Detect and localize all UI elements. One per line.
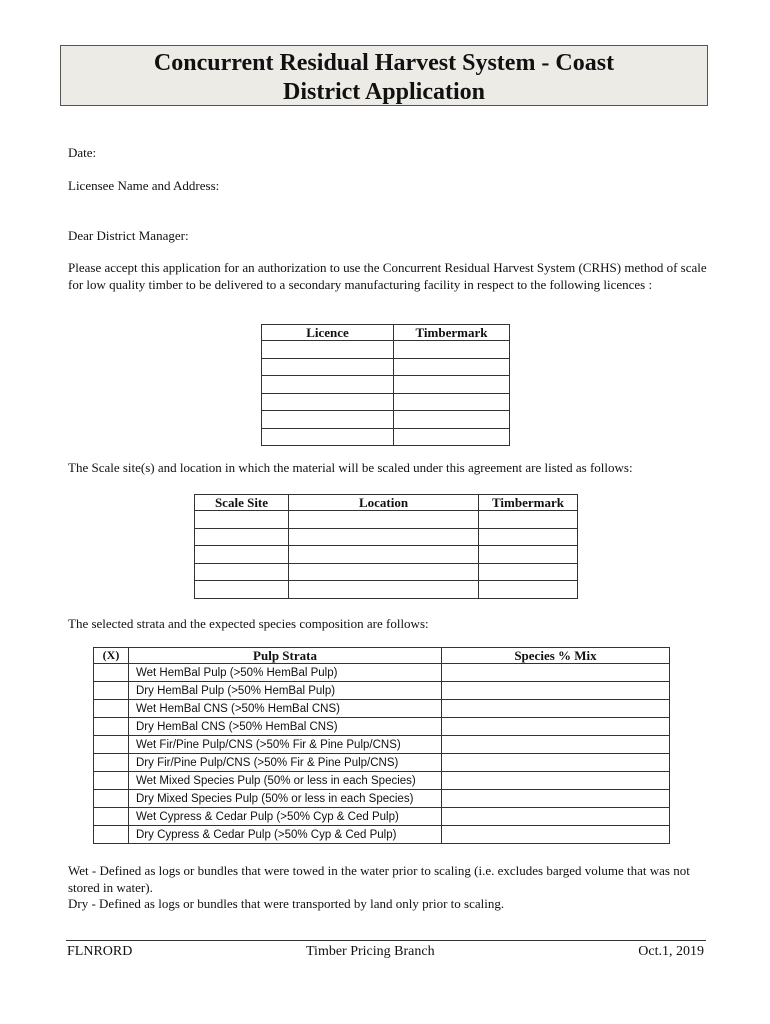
strata-table-body: [94, 664, 670, 844]
strata-label: Dry HemBal CNS (>50% HemBal CNS): [129, 718, 442, 736]
dry-definition: Dry - Defined as logs or bundles that were transported by land only prior to scaling.: [68, 896, 505, 911]
strata-row: [94, 664, 670, 682]
scale-site-cell[interactable]: [195, 563, 289, 581]
licence-cell[interactable]: [262, 428, 394, 446]
strata-select-cell[interactable]: [94, 754, 129, 772]
document-title: [60, 45, 708, 106]
scale-table-body: [195, 511, 578, 599]
licence-header: Licence: [262, 325, 394, 341]
strata-row: [94, 826, 670, 844]
footer-branch: Timber Pricing Branch: [306, 944, 435, 959]
scale-site-header: Scale Site: [195, 495, 289, 511]
strata-row: [94, 718, 670, 736]
pulp-strata-header: Pulp Strata: [129, 648, 442, 664]
scale-site-cell[interactable]: [195, 581, 289, 599]
strata-row: [94, 682, 670, 700]
species-mix-cell[interactable]: [442, 826, 670, 844]
timbermark-cell[interactable]: [394, 358, 510, 376]
salutation: Dear District Manager:: [68, 228, 189, 243]
species-mix-cell[interactable]: [442, 700, 670, 718]
species-mix-cell[interactable]: [442, 682, 670, 700]
strata-label: Dry Fir/Pine Pulp/CNS (>50% Fir & Pine Pulp/CNS): [129, 754, 442, 772]
species-mix-cell[interactable]: [442, 772, 670, 790]
species-mix-cell[interactable]: [442, 754, 670, 772]
strata-label: Wet HemBal CNS (>50% HemBal CNS): [129, 700, 442, 718]
strata-select-cell[interactable]: [94, 682, 129, 700]
scale-site-row: [195, 546, 578, 564]
licence-cell[interactable]: [262, 393, 394, 411]
species-mix-cell[interactable]: [442, 664, 670, 682]
licence-row: [262, 393, 510, 411]
scale-site-cell[interactable]: [195, 546, 289, 564]
intro-paragraph: Please accept this application for an authorization to use the Concurrent Residual Harvest System (CRHS) method of scale for low quality timber to be delivered to a secondary manufacturing facility in respect to the following licences :: [68, 260, 707, 292]
licence-table: [261, 324, 510, 446]
species-mix-header: Species % Mix: [442, 648, 670, 664]
location-cell[interactable]: [289, 528, 479, 546]
licence-table-body: [262, 341, 510, 446]
licence-cell[interactable]: [262, 358, 394, 376]
scale-site-cell[interactable]: [195, 528, 289, 546]
footer-agency: FLNRORD: [67, 944, 133, 959]
strata-select-cell[interactable]: [94, 718, 129, 736]
scale-timbermark-cell[interactable]: [479, 528, 578, 546]
timbermark-header: Timbermark: [394, 325, 510, 341]
scale-site-table: [194, 494, 578, 599]
strata-sentence: The selected strata and the expected species composition are follows:: [68, 616, 429, 631]
location-cell[interactable]: [289, 563, 479, 581]
scale-site-row: [195, 581, 578, 599]
select-column-header: (X): [94, 648, 129, 664]
scale-timbermark-cell[interactable]: [479, 511, 578, 529]
date-label: Date:: [68, 145, 97, 160]
licence-row: [262, 358, 510, 376]
timbermark-cell[interactable]: [394, 428, 510, 446]
strata-select-cell[interactable]: [94, 700, 129, 718]
strata-label: Wet Mixed Species Pulp (50% or less in each Species): [129, 772, 442, 790]
licensee-label: Licensee Name and Address:: [68, 178, 220, 193]
licence-row: [262, 376, 510, 394]
licence-row: [262, 341, 510, 359]
timbermark-cell[interactable]: [394, 393, 510, 411]
species-mix-cell[interactable]: [442, 808, 670, 826]
strata-label: Wet Fir/Pine Pulp/CNS (>50% Fir & Pine Pulp/CNS): [129, 736, 442, 754]
strata-select-cell[interactable]: [94, 790, 129, 808]
location-cell[interactable]: [289, 511, 479, 529]
timbermark-cell[interactable]: [394, 411, 510, 429]
strata-select-cell[interactable]: [94, 826, 129, 844]
strata-row: [94, 754, 670, 772]
strata-label: Wet HemBal Pulp (>50% HemBal Pulp): [129, 664, 442, 682]
strata-row: [94, 700, 670, 718]
scale-site-row: [195, 528, 578, 546]
licence-row: [262, 428, 510, 446]
strata-row: [94, 736, 670, 754]
strata-row: [94, 772, 670, 790]
footer-divider: [66, 940, 706, 941]
species-mix-cell[interactable]: [442, 790, 670, 808]
location-header: Location: [289, 495, 479, 511]
wet-definition: Wet - Defined as logs or bundles that were towed in the water prior to scaling (i.e. excludes barged volume that was not stored in water).: [68, 863, 690, 895]
title-line-1: Concurrent Residual Harvest System - Coast: [153, 50, 615, 76]
strata-select-cell[interactable]: [94, 808, 129, 826]
scale-timbermark-cell[interactable]: [479, 546, 578, 564]
scale-site-row: [195, 563, 578, 581]
strata-select-cell[interactable]: [94, 664, 129, 682]
scale-site-cell[interactable]: [195, 511, 289, 529]
strata-label: Dry Mixed Species Pulp (50% or less in each Species): [129, 790, 442, 808]
strata-table: [93, 647, 670, 844]
timbermark-cell[interactable]: [394, 341, 510, 359]
strata-label: Dry HemBal Pulp (>50% HemBal Pulp): [129, 682, 442, 700]
strata-label: Dry Cypress & Cedar Pulp (>50% Cyp & Ced Pulp): [129, 826, 442, 844]
timbermark-cell[interactable]: [394, 376, 510, 394]
species-mix-cell[interactable]: [442, 736, 670, 754]
scale-timbermark-header: Timbermark: [479, 495, 578, 511]
scale-timbermark-cell[interactable]: [479, 563, 578, 581]
species-mix-cell[interactable]: [442, 718, 670, 736]
strata-row: [94, 808, 670, 826]
title-line-2: District Application: [283, 79, 485, 105]
licence-cell[interactable]: [262, 411, 394, 429]
strata-label: Wet Cypress & Cedar Pulp (>50% Cyp & Ced Pulp): [129, 808, 442, 826]
scale-timbermark-cell[interactable]: [479, 581, 578, 599]
licence-cell[interactable]: [262, 376, 394, 394]
licence-row: [262, 411, 510, 429]
scale-sentence: The Scale site(s) and location in which the material will be scaled under this agreement are listed as follows:: [68, 460, 633, 475]
location-cell[interactable]: [289, 546, 479, 564]
strata-select-cell[interactable]: [94, 772, 129, 790]
footer-date: Oct.1, 2019: [638, 944, 704, 959]
licence-cell[interactable]: [262, 341, 394, 359]
strata-row: [94, 790, 670, 808]
strata-select-cell[interactable]: [94, 736, 129, 754]
scale-site-row: [195, 511, 578, 529]
location-cell[interactable]: [289, 581, 479, 599]
